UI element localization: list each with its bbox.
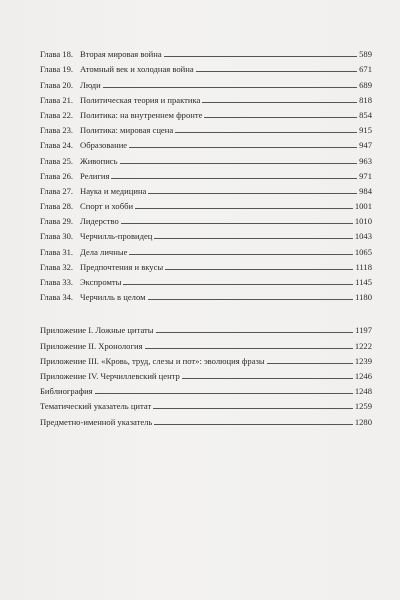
page-number: 1010 — [354, 216, 372, 227]
chapter-number: Глава 20. — [40, 79, 74, 90]
toc-entry-chapter-30 — [40, 226, 372, 241]
chapter-number: Глава 22. — [40, 109, 74, 120]
dot-leader — [175, 131, 357, 133]
toc-entry-chapter-29 — [40, 211, 372, 226]
page-number: 1118 — [355, 261, 372, 272]
page-number: 971 — [359, 170, 372, 181]
page-number: 854 — [359, 109, 372, 120]
appendix-title: Приложение IV. Черчиллевский центр — [40, 370, 180, 381]
toc-entry-appendix-1 — [40, 320, 372, 335]
page-number: 947 — [359, 140, 372, 151]
dot-leader — [182, 377, 353, 379]
dot-leader — [196, 70, 357, 72]
chapter-number: Глава 28. — [40, 201, 74, 212]
dot-leader — [153, 407, 353, 409]
chapter-number: Глава 33. — [40, 277, 74, 287]
dot-leader — [129, 146, 357, 148]
page-number: 1145 — [355, 277, 372, 287]
page-number: 1065 — [354, 246, 372, 257]
dot-leader — [120, 162, 358, 164]
chapter-number: Глава 30. — [40, 231, 74, 242]
chapter-number: Глава 18. — [40, 49, 74, 60]
chapter-title: Лидерство — [80, 216, 119, 227]
appendix-title: Приложение III. «Кровь, труд, слезы и пот»: эволюция фразы — [40, 355, 265, 366]
table-of-contents — [40, 44, 372, 427]
chapter-number: Глава 29. — [40, 216, 74, 227]
page-number: 1280 — [354, 416, 372, 427]
appendix-title: Тематический указатель цитат — [40, 401, 152, 412]
page-number: 589 — [359, 49, 372, 60]
chapter-title: Образование — [80, 140, 128, 151]
chapter-title: Политическая теория и практика — [80, 94, 201, 105]
appendix-title: Приложение I. Ложные цитаты — [40, 325, 154, 336]
dot-leader — [95, 392, 353, 394]
dot-leader — [123, 283, 353, 285]
chapter-title: Черчилль в целом — [80, 292, 146, 303]
page-number: 1246 — [354, 370, 372, 381]
toc-entry-chapter-33 — [40, 272, 372, 287]
chapter-title: Атомный век и холодная война — [80, 64, 194, 75]
dot-leader — [148, 298, 354, 300]
toc-entry-chapter-27 — [40, 181, 372, 196]
dot-leader — [267, 362, 353, 364]
page-number: 1248 — [354, 386, 372, 397]
chapter-title: Люди — [80, 79, 101, 90]
toc-entry-chapter-31 — [40, 241, 372, 256]
chapter-number: Глава 24. — [40, 140, 74, 151]
chapter-number: Глава 19. — [40, 64, 74, 75]
toc-entry-chapter-22 — [40, 105, 372, 120]
chapter-number: Глава 32. — [40, 261, 74, 272]
dot-leader — [148, 192, 357, 194]
chapter-title: Дела личные — [80, 246, 128, 257]
dot-leader — [103, 86, 357, 88]
chapter-title: Живопись — [80, 155, 118, 166]
toc-entry-chapter-23 — [40, 120, 372, 135]
toc-entry-appendix-4 — [40, 366, 372, 381]
appendix-title: Предметно-именной указатель — [40, 416, 153, 427]
toc-entry-chapter-18 — [40, 44, 372, 59]
toc-entry-chapter-34 — [40, 287, 372, 302]
toc-entry-chapter-28 — [40, 196, 372, 211]
page-number: 984 — [359, 185, 372, 196]
appendix-title: Приложение II. Хронология — [40, 340, 143, 351]
toc-entry-chapter-24 — [40, 135, 372, 150]
dot-leader — [164, 55, 357, 57]
page-number: 689 — [359, 79, 372, 90]
dot-leader — [129, 253, 352, 255]
page-number: 1001 — [354, 201, 372, 212]
chapter-title: Религия — [80, 170, 110, 181]
toc-entry-appendix-2 — [40, 335, 372, 350]
dot-leader — [135, 207, 353, 209]
page-number: 818 — [359, 94, 372, 105]
chapter-number: Глава 27. — [40, 185, 74, 196]
chapter-number: Глава 21. — [40, 94, 74, 105]
chapter-title: Экспромты — [80, 277, 122, 287]
chapter-number: Глава 31. — [40, 246, 74, 257]
toc-entry-quote-index — [40, 396, 372, 411]
chapter-title: Предпочтения и вкусы — [80, 261, 164, 272]
dot-leader — [165, 268, 353, 270]
chapter-number: Глава 23. — [40, 125, 74, 136]
page-number: 1239 — [354, 355, 372, 366]
chapter-title: Спорт и хобби — [80, 201, 134, 212]
dot-leader — [121, 222, 353, 224]
dot-leader — [154, 237, 352, 239]
toc-entry-chapter-19 — [40, 59, 372, 74]
dot-leader — [111, 177, 357, 179]
page-number: 1180 — [355, 292, 372, 303]
toc-entry-chapter-20 — [40, 74, 372, 89]
toc-entry-chapter-25 — [40, 150, 372, 165]
page-number: 1222 — [354, 340, 372, 351]
chapter-title: Политика: на внутреннем фронте — [80, 109, 203, 120]
toc-entry-chapter-26 — [40, 166, 372, 181]
chapter-number: Глава 34. — [40, 292, 74, 303]
dot-leader — [145, 347, 353, 349]
toc-entry-chapter-21 — [40, 90, 372, 105]
page-number: 1043 — [354, 231, 372, 242]
toc-entry-appendix-3 — [40, 351, 372, 366]
page-number: 671 — [359, 64, 372, 75]
page-number: 1197 — [355, 325, 372, 336]
dot-leader — [154, 423, 352, 425]
toc-entry-chapter-32 — [40, 257, 372, 272]
dot-leader — [202, 101, 357, 103]
chapter-title: Политика: мировая сцена — [80, 125, 174, 136]
toc-entry-subject-index — [40, 411, 372, 426]
section-gap — [40, 302, 372, 320]
chapter-title: Черчилль-провидец — [80, 231, 153, 242]
page-number: 1259 — [354, 401, 372, 412]
chapter-number: Глава 25. — [40, 155, 74, 166]
toc-entry-bibliography — [40, 381, 372, 396]
dot-leader — [204, 116, 357, 118]
dot-leader — [156, 331, 354, 333]
chapter-title: Наука и медицина — [80, 185, 147, 196]
page-number: 963 — [359, 155, 372, 166]
appendix-title: Библиография — [40, 386, 93, 397]
chapter-number: Глава 26. — [40, 170, 74, 181]
page-number: 915 — [359, 125, 372, 136]
chapter-title: Вторая мировая война — [80, 49, 162, 60]
